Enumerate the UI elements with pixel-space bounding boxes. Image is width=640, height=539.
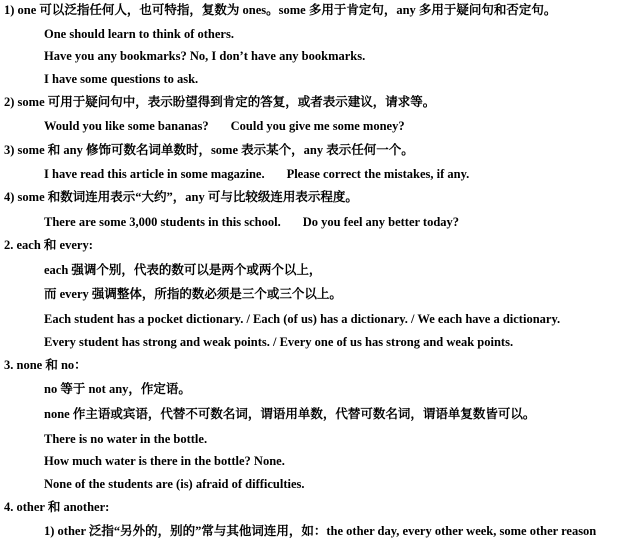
section-heading-each-every: 2. each 和 every: [4,238,93,252]
example-sentence: There is no water in the bottle. [44,432,208,446]
example-sentence: Please correct the mistakes, if any. [286,167,470,181]
example-sentence: Could you give me some money? [230,119,405,133]
example-sentence: None of the students are (is) afraid of difficulties. [44,477,305,491]
example-sentence: One should learn to think of others. [44,27,234,41]
point-3-some-any-singular: 3) some 和 any 修饰可数名词单数时，some 表示某个，any 表示任何一个。 [4,143,414,157]
example-sentence-pair [44,214,459,230]
example-sentence: Do you feel any better today? [302,215,460,229]
example-sentence: Each student has a pocket dictionary. / Each (of us) has a dictionary. / We each have a dictionary. [44,312,561,326]
point-4-some-with-numbers: 4) some 和数词连用表示“大约”，any 可与比较级连用表示程度。 [4,190,358,204]
explanation-line: no 等于 not any，作定语。 [44,382,191,396]
example-sentence-pair [44,118,405,134]
example-sentence: There are some 3,000 students in this school. [44,215,281,229]
example-sentence: I have read this article in some magazine. [44,167,265,181]
explanation-line: 而 every 强调整体，所指的数必须是三个或三个以上。 [44,287,342,301]
example-sentence: How much water is there in the bottle? None. [44,454,285,468]
explanation-line: none 作主语或宾语，代替不可数名词，谓语用单数，代替可数名词，谓语单复数皆可以。 [44,407,536,421]
example-sentence: Every student has strong and weak points. / Every one of us has strong and weak points. [44,335,514,349]
point-2-some-in-questions: 2) some 可用于疑问句中，表示盼望得到肯定的答复，或者表示建议，请求等。 [4,95,436,109]
example-sentence-pair [44,166,469,182]
section-heading-other-another: 4. other 和 another: [4,500,110,514]
example-sentence: Would you like some bananas? [44,119,209,133]
section-heading-none-no: 3. none 和 no： [4,358,87,372]
example-sentence: I have some questions to ask. [44,72,199,86]
explanation-line: each 强调个别，代表的数可以是两个或两个以上， [44,263,322,277]
example-sentence: Have you any bookmarks? No, I don’t have any bookmarks. [44,49,366,63]
explanation-line: 1) other 泛指“另外的，别的”常与其他词连用，如：the other day, every other week, some other reason [44,524,597,538]
point-1-one-some-any: 1) one 可以泛指任何人，也可特指，复数为 ones。some 多用于肯定句，any 多用于疑问句和否定句。 [4,3,557,17]
